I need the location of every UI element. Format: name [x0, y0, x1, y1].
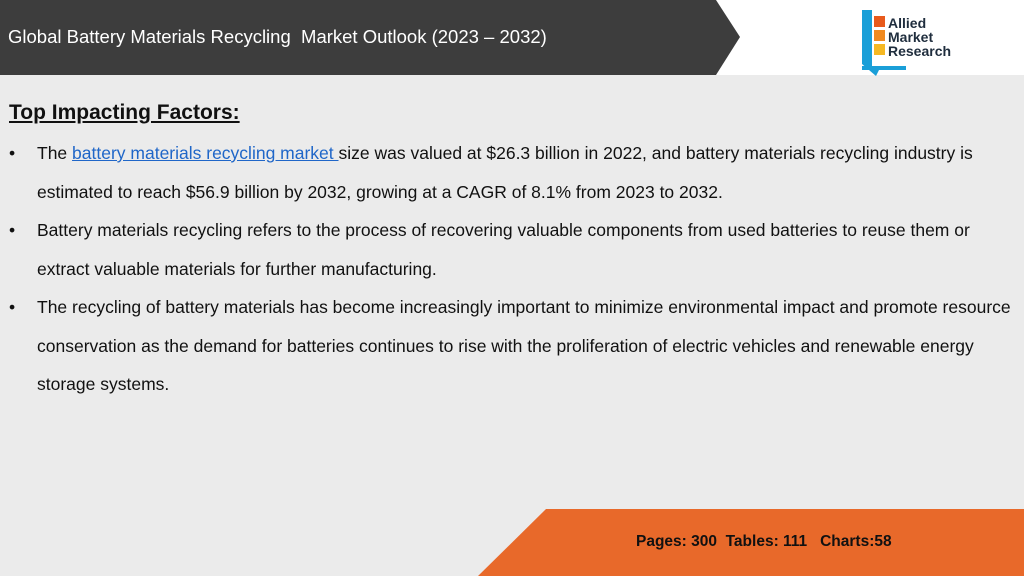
- allied-market-research-logo: [862, 10, 992, 78]
- bullet-text: size was valued at $26.3 billion in 2022, and battery materials recycling industry is estimated to reach $56.9 billion by 2032, growing at a CAGR of 8.1% from 2023 to 2032.: [37, 143, 973, 202]
- bullet-dot-icon: •: [9, 143, 16, 163]
- logo-word-allied: Allied: [888, 15, 927, 31]
- bullet-dot-icon: •: [9, 220, 16, 240]
- bullet-item-definition: [9, 211, 1014, 288]
- bullet-prefix: The: [37, 143, 73, 163]
- logo-square-red-icon: [874, 16, 885, 27]
- bullet-text: The recycling of battery materials has become increasingly important to minimize environmental impact and promote resource conservation as the demand for batteries continues to rise with the proliferation of electric vehicles and renewable energy storage systems.: [37, 297, 1011, 394]
- report-stats: Pages: 300 Tables: 111 Charts:58: [636, 533, 892, 550]
- bullet-item-market-size: [9, 134, 1014, 211]
- bullet-text: Battery materials recycling refers to the process of recovering valuable components from used batteries to reuse them or extract valuable materials for further manufacturing.: [37, 220, 970, 279]
- section-heading: Top Impacting Factors:: [9, 101, 240, 124]
- logo-word-research: Research: [888, 43, 952, 59]
- market-report-link[interactable]: battery materials recycling market: [72, 143, 339, 163]
- bullet-item-importance: [9, 288, 1014, 404]
- logo-word-market: Market: [888, 29, 934, 45]
- page-title: Global Battery Materials Recycling Market Outlook (2023 – 2032): [8, 26, 547, 47]
- bullet-list: [9, 134, 1014, 404]
- title-banner: [0, 0, 740, 75]
- logo-square-orange-icon: [874, 30, 885, 41]
- logo-square-yellow-icon: [874, 44, 885, 55]
- bullet-dot-icon: •: [9, 297, 16, 317]
